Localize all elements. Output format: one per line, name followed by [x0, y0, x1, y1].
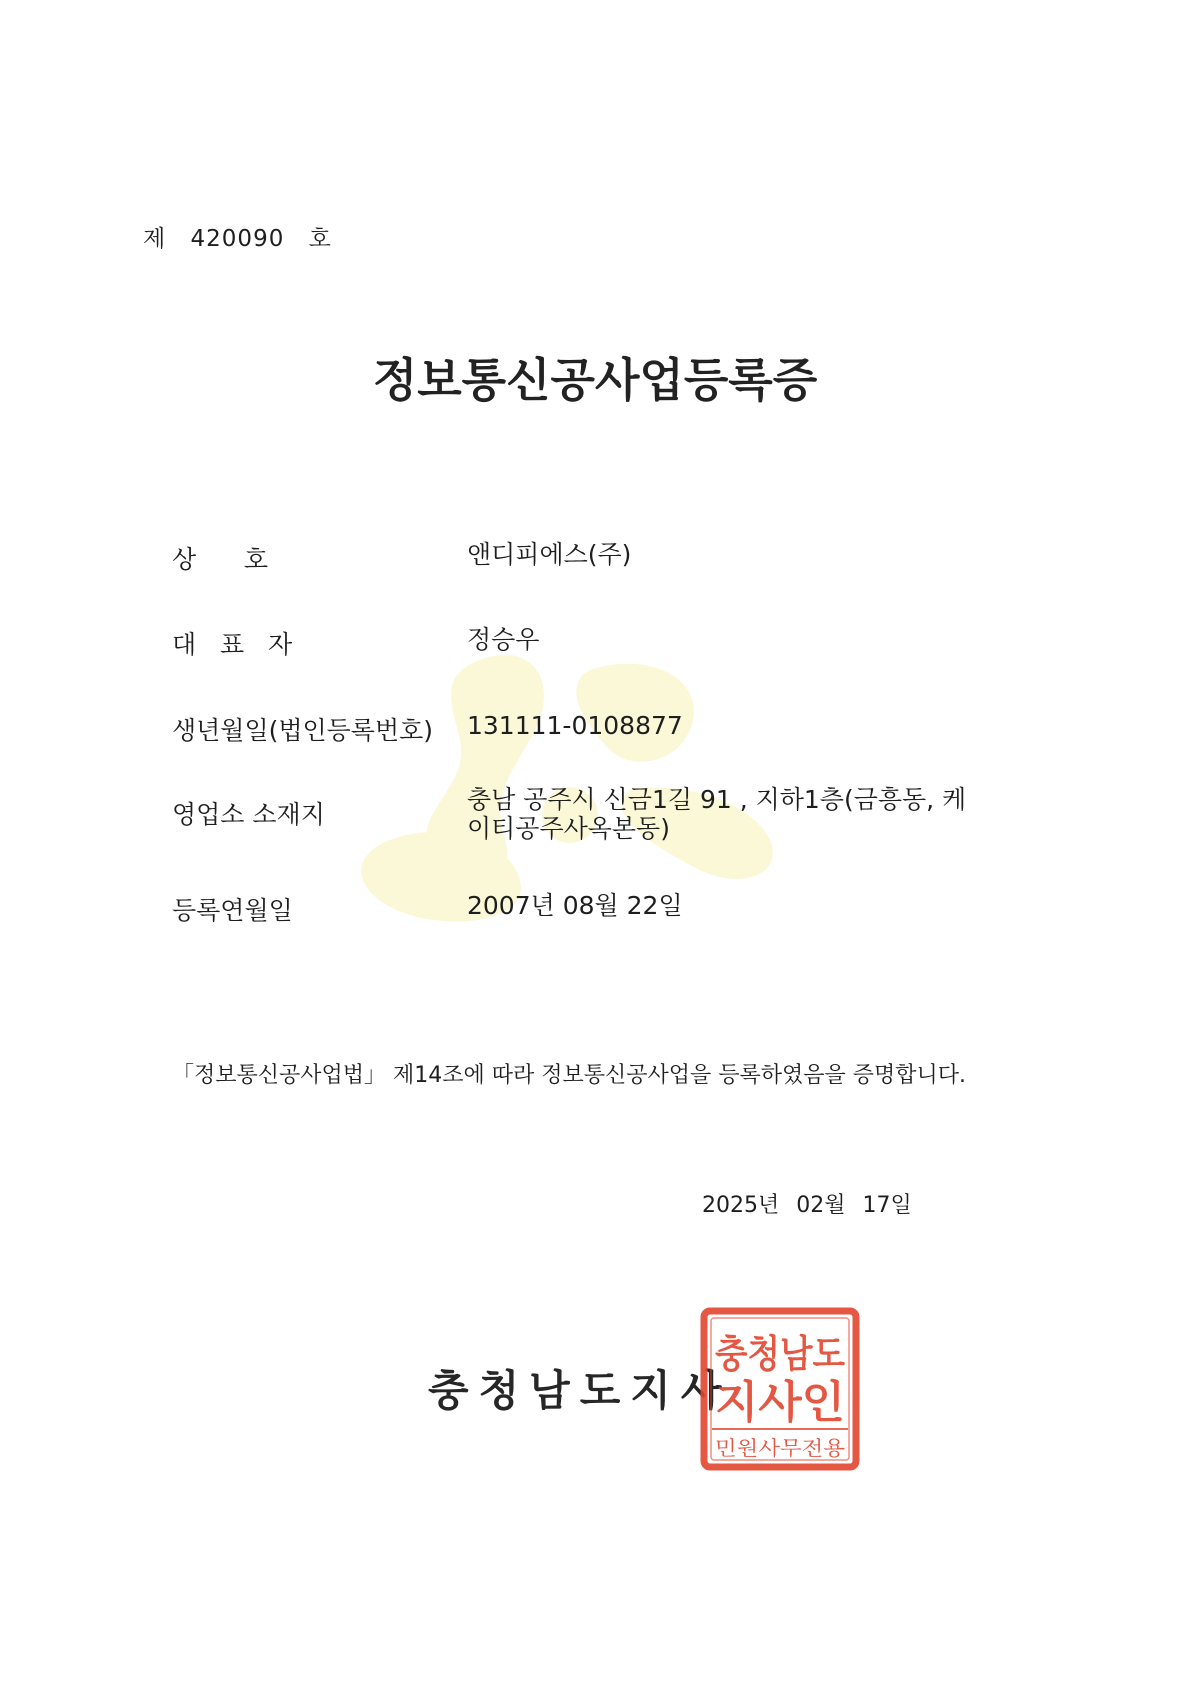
company-name-value: 앤디피에스(주) [467, 540, 632, 569]
seal-text-line2: 지사인 [715, 1377, 845, 1428]
issue-year: 2025년 [702, 1193, 780, 1218]
registration-date-label: 등록연월일 [172, 896, 293, 925]
company-name-label: 상 호 [172, 545, 268, 574]
business-address-label: 영업소 소재지 [172, 800, 325, 829]
registration-suffix: 호 [308, 226, 332, 252]
certification-statement: 「정보통신공사업법」 제14조에 따라 정보통신공사업을 등록하였음을 증명합니다. [172, 1063, 967, 1088]
issuer-name: 충청남도지사 [428, 1366, 732, 1415]
issue-month: 02월 [796, 1193, 846, 1218]
registration-date-value: 2007년 08월 22일 [467, 891, 683, 920]
birth-corp-number-value: 131111-0108877 [467, 711, 683, 740]
official-seal-stamp [698, 1305, 862, 1473]
issue-date [702, 1188, 922, 1219]
issue-day: 17일 [862, 1193, 912, 1218]
representative-value: 정승우 [467, 625, 540, 654]
registration-number [143, 220, 348, 253]
business-address-value [467, 785, 1027, 843]
birth-corp-number-label: 생년월일(법인등록번호) [172, 716, 434, 745]
registration-prefix: 제 [143, 226, 167, 252]
representative-label: 대 표 자 [172, 630, 293, 659]
business-address-line1: 충남 공주시 신금1길 91 , 지하1층(금흥동, 케 [467, 785, 967, 814]
seal-text-line3: 민원사무전용 [715, 1436, 845, 1460]
business-address-line2: 이티공주사옥본동) [467, 814, 670, 843]
registration-number-value: 420090 [190, 226, 285, 252]
document-title: 정보통신공사업등록증 [372, 353, 818, 407]
seal-text-line1: 충청남도 [715, 1332, 846, 1376]
